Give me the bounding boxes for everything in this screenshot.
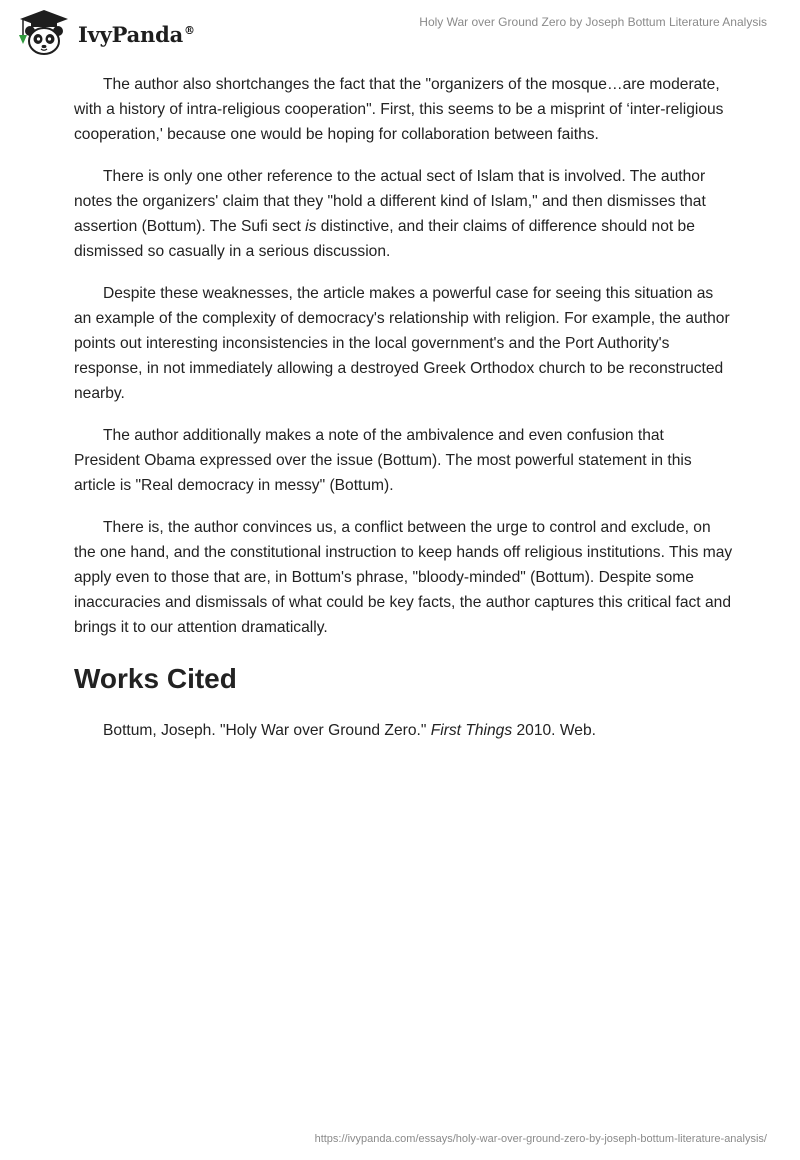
- text-run: Despite these weaknesses, the article makes a powerful case for seeing this situation as an example of the complexity of democracy's relationship with religion. For example, the author points out interesting inconsistencies in the local government's and the Port Authority's response, in not immediately allowing a destroyed Greek Orthodox church to be reconstructed nearby.: [74, 285, 730, 402]
- works-cited-heading: Works Cited: [74, 663, 237, 694]
- paragraph: [74, 164, 734, 264]
- text-run: There is, the author convinces us, a conflict between the urge to control and exclude, on the one hand, and the constitutional instruction to keep hands off religious institutions. This may apply even to those that are, in Bottum's phrase, "bloody-minded" (Bottum). Despite some inaccuracies and dismissals of what could be key facts, the author captures this critical fact and brings it to our attention dramatically.: [74, 519, 733, 636]
- text-run: Bottum, Joseph. "Holy War over Ground Zero.": [103, 722, 431, 739]
- paragraph: [74, 423, 734, 498]
- text-run: The author also shortchanges the fact that the "organizers of the mosque…are moderate, with a history of intra-religious cooperation". First, this seems to be a misprint of ‘inter-religious cooperation,' because one would be hoping for collaboration between faiths.: [74, 76, 724, 143]
- source-url[interactable]: https://ivypanda.com/essays/holy-war-over-ground-zero-by-joseph-bottum-literature-analysis/: [314, 1133, 767, 1145]
- text-run: There is only one other reference to the actual sect of Islam that is involved. The author notes the organizers' claim that they "hold a different kind of Islam," and then dismisses that assertion (Bottum). The Sufi sect: [74, 168, 706, 235]
- logo-wordmark: [78, 22, 195, 47]
- page-header: [0, 0, 800, 64]
- logo-text: IvyPanda: [78, 21, 184, 47]
- citation-entry: [74, 718, 734, 743]
- registered-mark: ®: [184, 23, 195, 37]
- ivypanda-logo[interactable]: [14, 8, 195, 58]
- document-title: Holy War over Ground Zero by Joseph Bottum Literature Analysis: [419, 15, 767, 29]
- essay-body: [74, 72, 734, 743]
- italic-text-run: First Things: [430, 722, 513, 739]
- panda-graduate-icon: [14, 8, 74, 58]
- text-run: The author additionally makes a note of the ambivalence and even confusion that President Obama expressed over the issue (Bottum). The most powerful statement in this article is "Real democracy in messy" (Bottum).: [74, 427, 692, 494]
- paragraph: [74, 281, 734, 406]
- text-run: distinctive, and their claims of difference should not be dismissed so casually in a serious discussion.: [74, 218, 695, 260]
- paragraph: [74, 515, 734, 640]
- paragraph: [74, 72, 734, 147]
- text-run: 2010. Web.: [512, 722, 596, 739]
- italic-text-run: is: [305, 218, 317, 235]
